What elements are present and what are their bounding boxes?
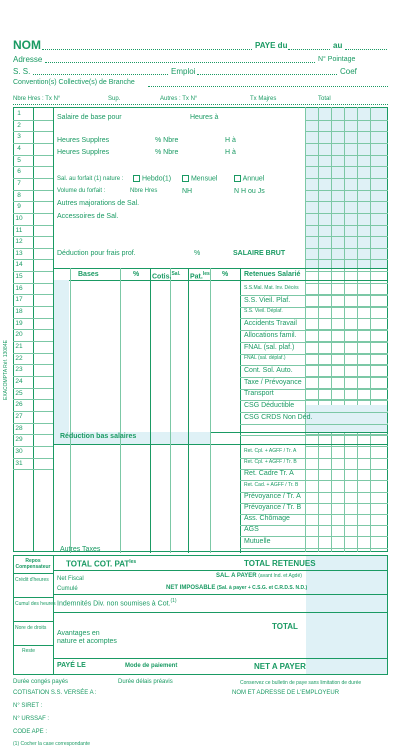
nom-adresse-label: NOM ET ADRESSE DE L'EMPLOYEUR bbox=[232, 690, 340, 696]
mensuel-option[interactable] bbox=[182, 175, 217, 182]
nbre-hres-forfait-label: Nbre Hres bbox=[130, 188, 158, 194]
left-line2 bbox=[13, 597, 53, 598]
cot-col4 bbox=[170, 268, 171, 553]
row-line-right bbox=[305, 201, 388, 202]
cotisation-line bbox=[240, 548, 388, 549]
bottom-shade bbox=[306, 556, 387, 674]
row-line bbox=[13, 213, 53, 214]
total-label: Total bbox=[318, 96, 331, 102]
autres-taxes-label: Autres Taxes bbox=[60, 546, 101, 553]
row-line bbox=[13, 376, 53, 377]
row-line bbox=[13, 248, 53, 249]
cotisation-label: Prévoyance / Tr. A bbox=[244, 492, 301, 500]
heures-sup1-label: Heures Supplres bbox=[57, 137, 110, 144]
coef-label: Coef bbox=[340, 67, 357, 76]
cotis-text: Cotis. bbox=[152, 273, 172, 281]
net-a-payer-label: NET A PAYER bbox=[254, 662, 306, 671]
sal-a-payer-note: (avant Ind. et Agdé) bbox=[258, 573, 302, 579]
row-line bbox=[13, 364, 53, 365]
row-line-right bbox=[305, 446, 388, 447]
row-line bbox=[13, 283, 53, 284]
nh-ou-j-label: N H ou Js bbox=[234, 188, 265, 195]
conservez-label: Conservez ce bulletin de paye sans limitation de durée bbox=[240, 680, 362, 686]
cot-col5 bbox=[188, 268, 189, 553]
cot-col1 bbox=[70, 268, 71, 553]
pct-nbre2-label: % Nbre bbox=[155, 149, 179, 156]
row-line-right bbox=[305, 120, 388, 121]
row-line-right bbox=[305, 271, 388, 272]
row-number: 8 bbox=[17, 191, 21, 199]
deduction-pct: % bbox=[194, 250, 201, 257]
row-number: 19 bbox=[15, 319, 23, 327]
cotisation-label: S.S.Mal. Mat. Inv. Décès bbox=[244, 285, 299, 291]
mensuel-checkbox[interactable] bbox=[182, 175, 189, 182]
row-number: 10 bbox=[15, 214, 23, 222]
deduction-label: Déduction pour frais prof. bbox=[57, 250, 136, 257]
row-number: 15 bbox=[15, 273, 23, 281]
row-number: 28 bbox=[15, 424, 23, 432]
row-line-right bbox=[305, 131, 388, 132]
row-line-right bbox=[305, 259, 388, 260]
row-number: 7 bbox=[17, 179, 21, 187]
total-cot-pat-label bbox=[66, 559, 136, 569]
row-number: 6 bbox=[17, 168, 21, 176]
indemnites-text: Indemnités Div. non soumises à Cot. bbox=[57, 600, 171, 608]
row-line-right bbox=[305, 248, 388, 249]
cotisation-label: COTISATION S.S. VERSÉE A : bbox=[13, 690, 97, 696]
nom-field[interactable] bbox=[42, 49, 252, 50]
pct-label: % bbox=[133, 271, 140, 278]
cotisation-label: Ass. Chômage bbox=[244, 515, 290, 523]
row-number: 14 bbox=[15, 261, 23, 269]
delais-label: Durée délais préavis bbox=[118, 679, 173, 685]
sup-label: Sup. bbox=[108, 96, 121, 102]
row-line bbox=[13, 201, 53, 202]
cotisation-label: Allocations famil. bbox=[244, 331, 297, 339]
row-number: 24 bbox=[15, 377, 23, 385]
convention-label: Convention(s) Collective(s) de Branche bbox=[13, 79, 135, 86]
bottom-line1 bbox=[53, 570, 388, 571]
cotisation-label: S.S. Vieil. Déplaf. bbox=[244, 308, 283, 315]
bottom-line3 bbox=[53, 612, 388, 613]
row-number: 27 bbox=[15, 412, 23, 420]
net-imposable-text: NET IMPOSABLE bbox=[166, 585, 216, 591]
ss-label: S. S. bbox=[13, 67, 31, 76]
nbre-hres-label: Nbre Hres : Tx N° bbox=[13, 96, 61, 102]
bases-label: Bases bbox=[78, 271, 99, 278]
row-line bbox=[13, 469, 53, 470]
pct2-label: % bbox=[222, 271, 229, 278]
net-imposable-note: (Sal. à payer + C.S.G. et C.R.D.S. N.D.) bbox=[217, 585, 308, 591]
row-line-right bbox=[305, 143, 388, 144]
autres-label: Autres : Tx N° bbox=[160, 96, 198, 102]
adresse-label: Adresse bbox=[13, 55, 43, 64]
ha2-label: H à bbox=[225, 149, 236, 156]
row-number: 20 bbox=[15, 331, 23, 339]
total-retenues-label: TOTAL RETENUES bbox=[244, 559, 316, 568]
row-line bbox=[13, 399, 53, 400]
cot-col2 bbox=[120, 268, 121, 553]
row-number: 3 bbox=[17, 133, 21, 141]
row-number: 12 bbox=[15, 238, 23, 246]
convention-field[interactable] bbox=[148, 86, 388, 87]
net-fiscal-label: Net Fiscal bbox=[57, 576, 84, 582]
row-line bbox=[13, 155, 53, 156]
hours-line bbox=[13, 104, 388, 105]
cotisation-label: Transport bbox=[244, 390, 274, 398]
row-line bbox=[13, 434, 53, 435]
reduction-label: Réduction bas salaires bbox=[60, 433, 137, 440]
row-number: 25 bbox=[15, 389, 23, 397]
code-ape-label: CODE APE : bbox=[13, 729, 48, 735]
emploi-field[interactable] bbox=[197, 74, 337, 75]
side-code: EXACOMPTA Réf. 13084E bbox=[3, 340, 9, 400]
urssaf-label: N° URSSAF : bbox=[13, 716, 50, 722]
section-line bbox=[53, 268, 388, 269]
row-line-right bbox=[305, 166, 388, 167]
row-line bbox=[13, 143, 53, 144]
row-number: 13 bbox=[15, 249, 23, 257]
retenues-label: Retenues Salarié bbox=[244, 271, 301, 278]
cot-col3 bbox=[150, 268, 151, 553]
accessoires-label: Accessoires de Sal. bbox=[57, 213, 119, 220]
cotisation-label: Ret. Cadre Tr. A bbox=[244, 470, 294, 478]
row-number: 1 bbox=[17, 110, 21, 117]
left-line4 bbox=[13, 645, 53, 646]
row-line bbox=[13, 166, 53, 167]
cotisation-line bbox=[240, 435, 388, 436]
au-field[interactable] bbox=[345, 49, 387, 50]
row-number: 18 bbox=[15, 308, 23, 316]
mensuel-label: Mensuel bbox=[190, 175, 218, 183]
cotisation-line bbox=[240, 424, 388, 425]
row-line bbox=[13, 353, 53, 354]
row-number: 26 bbox=[15, 401, 23, 409]
siret-label: N° SIRET : bbox=[13, 703, 43, 709]
avantages-label: Avantages en nature et acomptes bbox=[57, 630, 117, 645]
heures-sup2-label: Heures Supplres bbox=[57, 149, 110, 156]
cotisation-label: Mutuelle bbox=[244, 537, 271, 545]
row-line-right bbox=[305, 178, 388, 179]
bottom-left-divider bbox=[53, 555, 54, 675]
row-line bbox=[13, 446, 53, 447]
credit-heures-label: Crédit d'heures bbox=[15, 577, 49, 583]
row-line-right bbox=[305, 236, 388, 237]
heures-a-label: Heures à bbox=[190, 114, 219, 121]
row-number: 31 bbox=[15, 459, 23, 467]
shade-left bbox=[54, 280, 69, 435]
row-number: 11 bbox=[15, 226, 23, 234]
salaire-base-label: Salaire de base pour bbox=[57, 114, 122, 121]
bottom-line4 bbox=[53, 658, 388, 659]
hebdo-option[interactable] bbox=[133, 175, 171, 182]
annuel-checkbox[interactable] bbox=[234, 175, 241, 182]
row-line bbox=[13, 131, 53, 132]
ss-field[interactable] bbox=[33, 74, 168, 75]
autres-maj-label: Autres majorations de Sal. bbox=[57, 200, 140, 207]
cotisation-label: FNAL (sal. plaf.) bbox=[244, 343, 295, 351]
indemnites-label bbox=[57, 598, 177, 607]
nh-label: NH bbox=[182, 188, 193, 195]
sal-a-payer-label bbox=[216, 573, 302, 579]
repos-label: Repos Compensateur bbox=[15, 558, 51, 570]
cotisation-label: CSG Déductible bbox=[244, 402, 295, 409]
adresse-field[interactable] bbox=[45, 62, 315, 63]
total-bottom-label: TOTAL bbox=[272, 622, 298, 631]
row-line bbox=[13, 294, 53, 295]
cotisation-label: Cont. Sol. Auto. bbox=[244, 366, 293, 374]
cotisation-label: AGS bbox=[244, 526, 259, 534]
row-line bbox=[13, 225, 53, 226]
cotisation-label: Ret. Cpl. + AGFF / Tr. B bbox=[244, 459, 297, 466]
row-number: 2 bbox=[17, 121, 21, 129]
conges-label: Durée congés payés bbox=[13, 679, 69, 685]
net-imposable-label bbox=[166, 585, 307, 591]
total-cot-pat-sup: les bbox=[129, 559, 137, 565]
sal-a-payer-text: SAL. A PAYER bbox=[216, 573, 257, 579]
row-line bbox=[13, 341, 53, 342]
cotis-sup: Sal. bbox=[171, 271, 181, 277]
row-line bbox=[13, 329, 53, 330]
cotisation-label: Ret. Cpl. + AGFF / Tr. A bbox=[244, 448, 297, 454]
row-number: 4 bbox=[17, 144, 21, 152]
row-line bbox=[13, 190, 53, 191]
au-label: au bbox=[333, 41, 343, 50]
cotisation-label: Ret. Cad. + AGFF / Tr. B bbox=[244, 481, 299, 488]
hebdo-label: Hebdo(1) bbox=[141, 175, 172, 183]
nom-label: NOM bbox=[13, 38, 41, 52]
pat-sup: les bbox=[202, 271, 210, 277]
paye-du-label: PAYE du bbox=[255, 41, 288, 50]
hebdo-checkbox[interactable] bbox=[133, 175, 140, 182]
cotisation-label: Prévoyance / Tr. B bbox=[244, 504, 302, 511]
row-line bbox=[13, 411, 53, 412]
pat-text: Pat. bbox=[190, 273, 203, 281]
cotisation-label: Taxe / Prévoyance bbox=[244, 378, 302, 386]
row-line-right bbox=[305, 155, 388, 156]
row-line bbox=[13, 458, 53, 459]
paye-du-field[interactable] bbox=[288, 49, 330, 50]
row-line bbox=[13, 306, 53, 307]
cotisation-label: Accidents Travail bbox=[244, 320, 297, 328]
nore-droits-label: Nore de droits bbox=[15, 625, 47, 631]
row-number: 21 bbox=[15, 343, 23, 350]
ha1-label: H à bbox=[225, 137, 236, 144]
row-number: 16 bbox=[15, 284, 23, 292]
pct-nbre1-label: % Nbre bbox=[155, 137, 179, 144]
row-line-right bbox=[305, 225, 388, 226]
row-line-right bbox=[305, 213, 388, 214]
cumule-label: Cumulé bbox=[57, 586, 78, 592]
row-number: 23 bbox=[15, 366, 23, 374]
section-line bbox=[53, 444, 388, 445]
row-line bbox=[13, 259, 53, 260]
row-number: 29 bbox=[15, 436, 23, 444]
row-line bbox=[13, 120, 53, 121]
row-number: 22 bbox=[15, 354, 23, 362]
cotisation-line bbox=[240, 525, 388, 526]
left-line1 bbox=[13, 573, 53, 574]
row-number: 5 bbox=[17, 156, 21, 164]
volume-label: Volume du forfait : bbox=[57, 188, 106, 194]
cumul-heures-label: Cumul des heures bbox=[15, 601, 56, 607]
total-cot-pat-text: TOTAL COT. PAT bbox=[66, 559, 130, 569]
cot-col7 bbox=[240, 268, 241, 553]
row-line-right bbox=[305, 190, 388, 191]
mode-paiement-label: Mode de paiement bbox=[125, 663, 178, 669]
row-line bbox=[13, 178, 53, 179]
row-number: 30 bbox=[15, 447, 23, 455]
cot-col6 bbox=[210, 268, 211, 553]
row-line bbox=[13, 388, 53, 389]
row-line bbox=[13, 423, 53, 424]
row-number: 17 bbox=[15, 296, 23, 304]
annuel-label: Annuel bbox=[242, 175, 265, 183]
forfait-label: Sal. au forfait (1) nature : bbox=[57, 176, 124, 182]
row-line bbox=[13, 318, 53, 319]
cotisation-label: FNAL (sal. déplaf.) bbox=[244, 355, 286, 362]
salaire-brut-label: SALAIRE BRUT bbox=[233, 250, 286, 257]
cotisation-label: S.S. Vieil. Plaf. bbox=[244, 296, 291, 304]
csg-shade bbox=[306, 405, 387, 432]
footnote: (1) Cocher la case correspondante bbox=[13, 741, 90, 747]
pat-label bbox=[190, 271, 210, 280]
indemnites-sup: (1) bbox=[170, 598, 177, 604]
row-line bbox=[13, 236, 53, 237]
paye-le-label: PAYÉ LE bbox=[57, 662, 86, 669]
tx-maj-label: Tx Majres bbox=[250, 96, 277, 102]
reste-label: Reste bbox=[22, 648, 36, 654]
bottom-line2 bbox=[53, 594, 388, 595]
left-line3 bbox=[13, 621, 53, 622]
annuel-option[interactable] bbox=[234, 175, 264, 182]
row-number: 9 bbox=[17, 203, 21, 211]
pointage-label: N° Pointage bbox=[318, 56, 356, 63]
cotisation-label: CSG CRDS Non Déd. bbox=[244, 413, 313, 421]
cotis-label bbox=[152, 271, 180, 280]
row-line bbox=[13, 271, 53, 272]
emploi-label: Emploi bbox=[171, 67, 196, 76]
